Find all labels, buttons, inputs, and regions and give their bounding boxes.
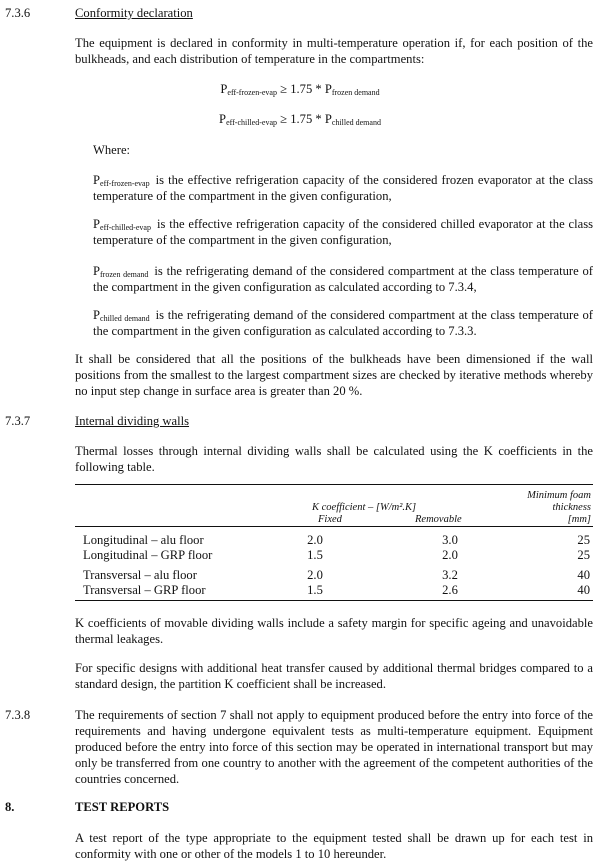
paragraph-736-closing: It shall be considered that all the positions of the bulkheads have been dimensioned if the wall positions from the smallest to the largest compartment sizes are checked by iterative methods whereby no input step change in surface area is greater than 20 %.	[75, 352, 593, 398]
row-removable: 3.2	[442, 568, 458, 582]
table-header-removable: Removable	[415, 514, 462, 525]
section-number-736: 7.3.6	[5, 6, 31, 20]
definition-item: $P_{eff-frozen-evap}$ is the effective refrigeration capacity of the considered frozen evaporator at the class temperature of the compartment in the given configuration,	[93, 173, 593, 203]
equation-chilled: $P_{eff-chilled-evap} \ge 1.75 * P_{chilled demand}$	[219, 112, 381, 127]
row-name: Transversal – GRP floor	[83, 583, 206, 597]
row-removable: 2.6	[442, 583, 458, 597]
paragraph-8: A test report of the type appropriate to the equipment tested shall be drawn up for each test in conformity with one or other of the models 1 to 10 hereunder.	[75, 831, 593, 861]
section-number-738: 7.3.8	[5, 708, 31, 722]
row-name: Longitudinal – alu floor	[83, 533, 204, 547]
table-header-min-foam: Minimum foam	[527, 490, 591, 501]
paragraph-737-note2: For specific designs with additional heat transfer caused by additional thermal bridges compared to a standard design, the partition K coefficient shall be increased.	[75, 661, 593, 691]
row-removable: 3.0	[442, 533, 458, 547]
row-name: Longitudinal – GRP floor	[83, 548, 213, 562]
section-number-8: 8.	[5, 800, 15, 814]
where-label: Where:	[93, 143, 131, 157]
table-header-thickness: thickness	[552, 502, 591, 513]
table-header-fixed: Fixed	[318, 514, 342, 525]
definition-item: $P_{eff-chilled-evap}$ is the effective refrigeration capacity of the considered chilled evaporator at the class temperature of the compartment in the given configuration,	[93, 217, 593, 247]
table-header-rule	[75, 526, 593, 527]
table-top-rule	[75, 484, 593, 485]
equation-frozen: $P_{eff-frozen-evap} \ge 1.75 * P_{frozen demand}$	[220, 82, 380, 97]
row-thickness: 25	[577, 548, 590, 562]
table-bottom-rule	[75, 600, 593, 601]
row-fixed: 1.5	[307, 548, 323, 562]
row-thickness: 25	[577, 533, 590, 547]
definition-item: $P_{frozen demand}$ is the refrigerating demand of the considered compartment at the class temperature of the compartment in the given configuration as calculated according to 7.3.4,	[93, 264, 593, 294]
paragraph-737-intro: Thermal losses through internal dividing walls shall be calculated using the K coefficients in the following table.	[75, 444, 593, 474]
row-removable: 2.0	[442, 548, 458, 562]
row-thickness: 40	[577, 568, 590, 582]
row-fixed: 1.5	[307, 583, 323, 597]
section-number-737: 7.3.7	[5, 414, 31, 428]
row-thickness: 40	[577, 583, 590, 597]
section-title-8: TEST REPORTS	[75, 800, 170, 814]
row-name: Transversal – alu floor	[83, 568, 197, 582]
paragraph-738: The requirements of section 7 shall not apply to equipment produced before the entry into force of the requirements and having undergone equivalent tests as multi-temperature equipment. Equipment produced before the entry into force of this section may be operated in international transport but may only be transferred from one country to another with the agreement of the competent authorities of the countries concerned.	[75, 708, 593, 786]
paragraph-736-intro: The equipment is declared in conformity in multi-temperature operation if, for each position of the bulkheads, and each distribution of temperature in the compartments:	[75, 36, 593, 66]
definition-item: $P_{chilled demand}$ is the refrigerating demand of the considered compartment at the class temperature of the compartment in the given configuration as calculated according to 7.3.3.	[93, 308, 593, 338]
section-title-737: Internal dividing walls	[75, 414, 190, 428]
row-fixed: 2.0	[307, 533, 323, 547]
section-title-736: Conformity declaration	[75, 6, 193, 20]
row-fixed: 2.0	[307, 568, 323, 582]
table-header-mm: [mm]	[567, 514, 591, 525]
table-header-k: K coefficient – [W/m².K]	[312, 502, 417, 513]
paragraph-737-note1: K coefficients of movable dividing walls include a safety margin for specific ageing and unavoidable thermal leakages.	[75, 616, 593, 646]
